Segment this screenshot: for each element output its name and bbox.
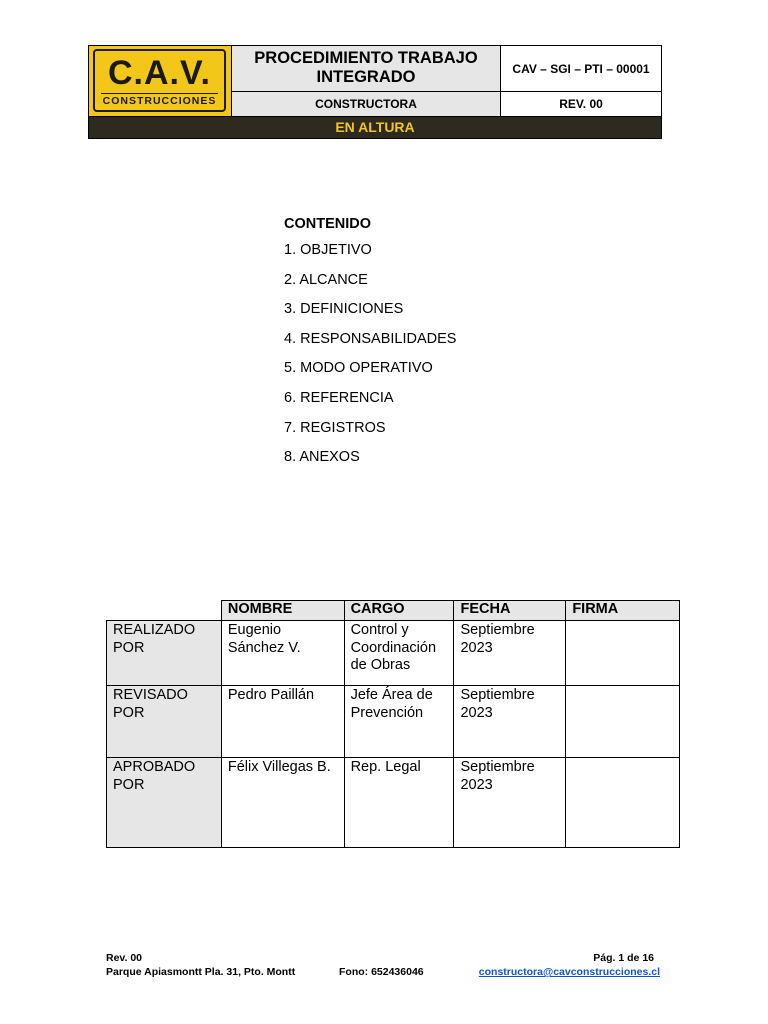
date-cell: Septiembre 2023 bbox=[454, 621, 566, 686]
signature-cell bbox=[566, 686, 680, 758]
name-cell: Pedro Paillán bbox=[221, 686, 344, 758]
date-cell: Septiembre 2023 bbox=[454, 686, 566, 758]
footer-email-link[interactable]: constructora@cavconstrucciones.cl bbox=[478, 966, 660, 978]
signature-cell bbox=[566, 758, 680, 848]
date-cell: Septiembre 2023 bbox=[454, 758, 566, 848]
document-subtitle: CONSTRUCTORA bbox=[232, 92, 501, 116]
toc-item-modo-operativo: 5. MODO OPERATIVO bbox=[284, 360, 433, 377]
toc-item-definiciones: 3. DEFINICIONES bbox=[284, 301, 404, 318]
table-header-row bbox=[107, 601, 680, 621]
footer-revision: Rev. 00 bbox=[106, 952, 142, 964]
role-cell: Rep. Legal bbox=[344, 758, 454, 848]
document-header bbox=[88, 45, 662, 139]
toc-item-registros: 7. REGISTROS bbox=[284, 419, 386, 436]
title-line-2: INTEGRADO bbox=[316, 68, 416, 86]
company-logo bbox=[89, 46, 232, 116]
footer-address: Parque Apiasmontt Pla. 31, Pto. Montt bbox=[106, 966, 296, 978]
logo-sub-text: CONSTRUCCIONES bbox=[102, 95, 217, 107]
footer-phone: Fono: 652436046 bbox=[339, 966, 424, 978]
toc-item-alcance: 2. ALCANCE bbox=[284, 271, 368, 288]
name-cell: Félix Villegas B. bbox=[221, 758, 344, 848]
title-line-1: PROCEDIMIENTO TRABAJO bbox=[254, 49, 478, 67]
document-title bbox=[232, 46, 501, 92]
row-label: APROBADO POR bbox=[107, 758, 222, 848]
signature-cell bbox=[566, 621, 680, 686]
toc-item-responsabilidades: 4. RESPONSABILIDADES bbox=[284, 330, 457, 347]
table-row bbox=[107, 621, 680, 686]
row-label: REALIZADO POR bbox=[107, 621, 222, 686]
column-header-fecha: FECHA bbox=[454, 601, 566, 621]
table-row bbox=[107, 686, 680, 758]
toc-heading: CONTENIDO bbox=[284, 216, 371, 232]
column-header-nombre: NOMBRE bbox=[221, 601, 344, 621]
table-row bbox=[107, 758, 680, 848]
approvals-table bbox=[106, 600, 680, 848]
document-code: CAV – SGI – PTI – 00001 bbox=[501, 46, 661, 92]
document-revision: REV. 00 bbox=[559, 97, 603, 111]
toc-item-referencia: 6. REFERENCIA bbox=[284, 389, 394, 406]
header-empty-cell bbox=[107, 601, 222, 621]
toc-item-anexos: 8. ANEXOS bbox=[284, 449, 360, 466]
toc-item-objetivo: 1. OBJETIVO bbox=[284, 242, 372, 258]
column-header-firma: FIRMA bbox=[566, 601, 680, 621]
header-band: EN ALTURA bbox=[89, 116, 661, 138]
page-number: Pág. 1 de 16 bbox=[593, 952, 654, 964]
column-header-cargo: CARGO bbox=[344, 601, 454, 621]
logo-main-text: C.A.V. bbox=[107, 54, 211, 92]
logo-frame bbox=[93, 49, 226, 112]
row-label: REVISADO POR bbox=[107, 686, 222, 758]
table-of-contents bbox=[284, 213, 456, 476]
role-cell: Control y Coordinación de Obras bbox=[344, 621, 454, 686]
role-cell: Jefe Área de Prevención bbox=[344, 686, 454, 758]
name-cell: Eugenio Sánchez V. bbox=[221, 621, 344, 686]
